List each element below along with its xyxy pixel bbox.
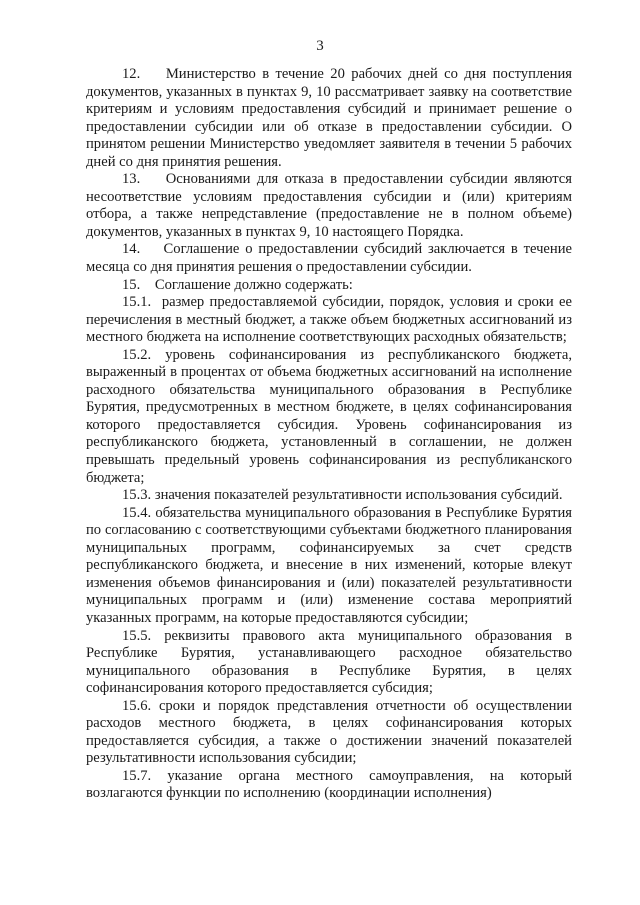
paragraph-15-6: 15.6. сроки и порядок представления отчетности об осуществлении расходов местного бюджета, в целях софинансирования которых предоставляется субсидия, а также о достижении значений показателей результативности использования субсидии; — [86, 697, 572, 767]
paragraph-15-1: 15.1. размер предоставляемой субсидии, порядок, условия и сроки ее перечисления в местный бюджет, а также объем бюджетных ассигнований из местного бюджета на исполнение соответствующих расходных обязательств; — [86, 294, 572, 346]
paragraph-15-5: 15.5. реквизиты правового акта муниципального образования в Республике Бурятия, устанавливающего расходное обязательство муниципального образования в Республике Бурятия, в целях софинансирования которого предоставляется субсидия; — [86, 627, 572, 697]
document-body — [86, 66, 572, 803]
paragraph-15-2: 15.2. уровень софинансирования из республиканского бюджета, выраженный в процентах от объема бюджетных ассигнований на исполнение расходного обязательства муниципального образования в Республике Бурятия, предусмотренных в местном бюджете, в целях софинансирования которого предоставляется субсидия. Уровень софинансирования из республиканского бюджета, установленный в соглашении, не должен превышать предельный уровень софинансирования из республиканского бюджета; — [86, 346, 572, 486]
paragraph-15-4: 15.4. обязательства муниципального образования в Республике Бурятия по согласованию с соответствующими субъектами бюджетного планирования муниципальных программ, софинансируемых за счет средств республиканского бюджета, и внесение в них изменений, которые влекут изменения объемов финансирования и (или) показателей результативности муниципальных программ и (или) изменение состава мероприятий указанных программ, на которые предоставляются субсидии; — [86, 504, 572, 626]
paragraph-14: 14. Соглашение о предоставлении субсидий заключается в течение месяца со дня принятия решения о предоставлении субсидии. — [86, 241, 572, 276]
paragraph-13: 13. Основаниями для отказа в предоставлении субсидии являются несоответствие условиям предоставления субсидии и (или) критериям отбора, а также непредставление (предоставление не в полном объеме) документов, указанных в пунктах 9, 10 настоящего Порядка. — [86, 171, 572, 240]
paragraph-15-3: 15.3. значения показателей результативности использования субсидий. — [122, 487, 563, 504]
paragraph-12: 12. Министерство в течение 20 рабочих дней со дня поступления документов, указанных в пунктах 9, 10 рассматривает заявку на соответствие критериям и условиям предоставления субсидий и принимает решение о предоставлении субсидии или об отказе в предоставлении субсидии. О принятом решении Министерство уведомляет заявителя в течении 5 рабочих дней со дня принятия решения. — [86, 66, 572, 170]
paragraph-15-7: 15.7. указание органа местного самоуправления, на который возлагаются функции по исполнению (координации исполнения) — [86, 767, 572, 802]
paragraph-15: 15. Соглашение должно содержать: — [122, 276, 353, 293]
page-number: 3 — [316, 38, 324, 54]
